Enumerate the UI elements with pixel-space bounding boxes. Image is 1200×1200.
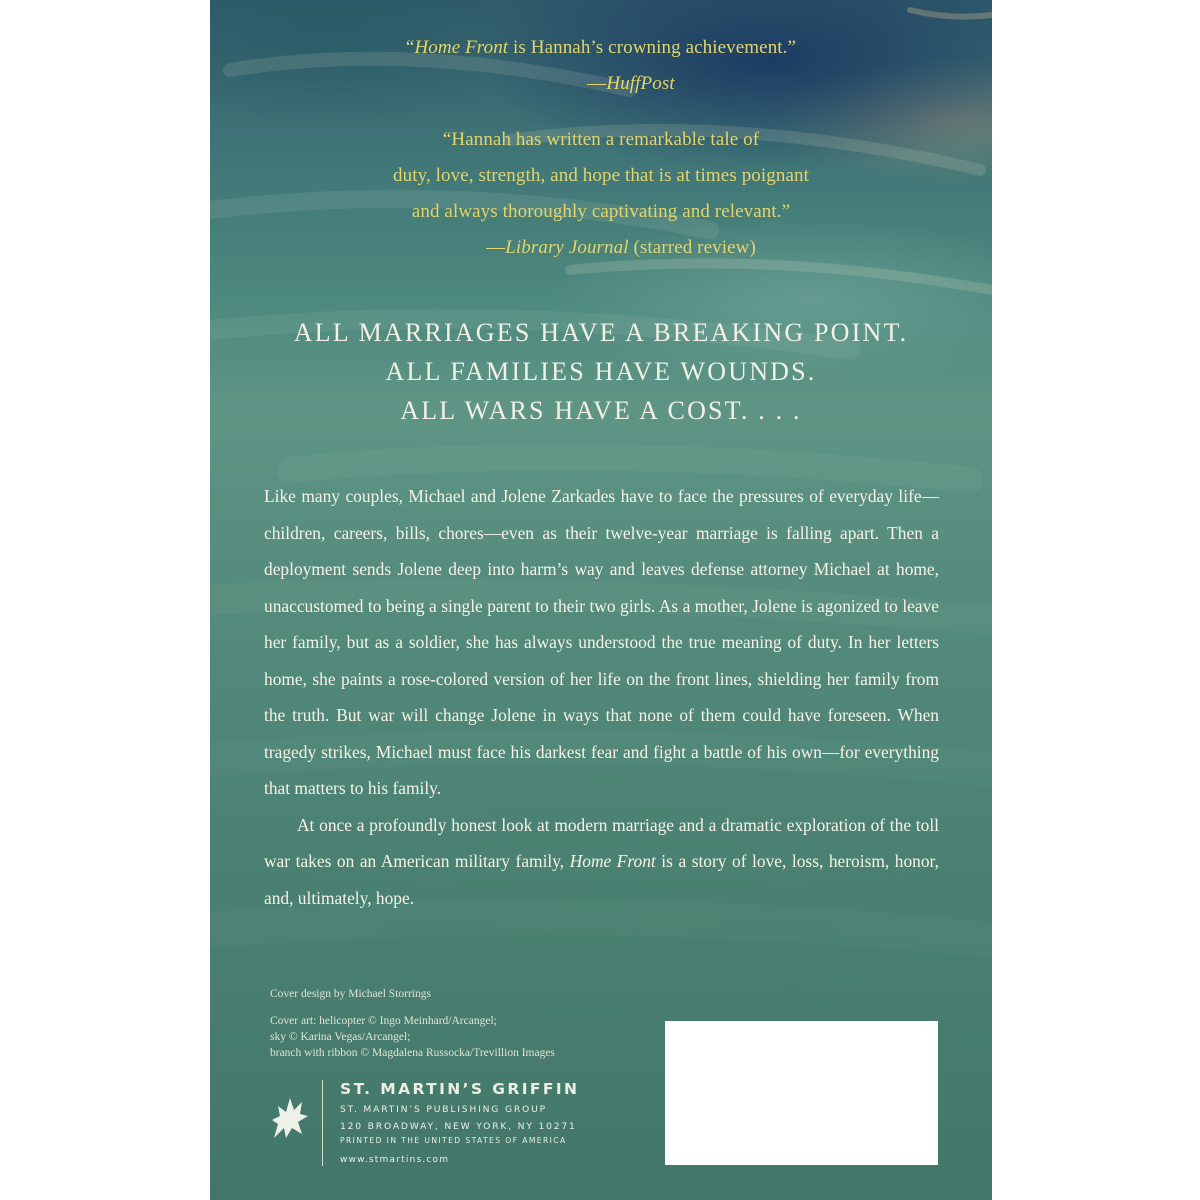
praise-quote-2-line-1: “Hannah has written a remarkable tale of (442, 129, 760, 150)
book-title-reference: Home Front (414, 37, 509, 58)
synopsis-paragraph-2-end: is a story of love, loss, heroism, honor, and, ultimately, hope. (264, 851, 939, 908)
cover-art-credit-line-2: sky © Karina Vegas/Arcangel; (270, 1031, 411, 1043)
tagline-line-2: ALL FAMILIES HAVE WOUNDS. (385, 357, 817, 386)
synopsis (264, 478, 939, 916)
tagline-line-3: ALL WARS HAVE A COST. . . . (400, 396, 802, 425)
praise-quote-2-line-3: and always thoroughly captivating and relevant.” (411, 201, 791, 222)
griffin-logo-icon (268, 1094, 310, 1140)
open-quote: “ (405, 37, 415, 58)
synopsis-paragraph-2-start: At once a profoundly honest look at modern marriage and a dramatic exploration of the toll war takes on an American military family, (264, 814, 939, 871)
praise-quote-1-source-line (210, 66, 992, 102)
praise-quote-1-body: is Hannah’s crowning achievement.” (508, 37, 797, 58)
source-dash: — (587, 73, 607, 94)
barcode-placeholder (665, 1021, 938, 1165)
cover-art-credit-line-3: branch with ribbon © Magdalena Russocka/Trevillion Images (270, 1047, 555, 1059)
praise-quote-2-source-note: (starred review) (628, 237, 756, 258)
printed-in-notice: PRINTED IN THE UNITED STATES OF AMERICA (340, 1136, 567, 1145)
cover-art-credits (270, 1013, 555, 1061)
publisher-name: ST. MARTIN’S GRIFFIN (340, 1080, 580, 1098)
praise-quote-2-line-2: duty, love, strength, and hope that is at times poignant (393, 165, 809, 186)
praise-quote-1 (210, 30, 992, 102)
publisher-website: www.stmartins.com (340, 1155, 450, 1165)
tagline-line-1: ALL MARRIAGES HAVE A BREAKING POINT. (293, 318, 909, 347)
publisher-divider (322, 1080, 323, 1166)
praise-quote-2-source: Library Journal (505, 237, 629, 258)
source-dash: — (486, 237, 506, 258)
praise-quote-1-text (210, 30, 992, 66)
cover-art-credit-line-1: Cover art: helicopter © Ingo Meinhard/Arcangel; (270, 1015, 497, 1027)
praise-quote-2-source-line (210, 230, 992, 266)
synopsis-paragraph-1: Like many couples, Michael and Jolene Zarkades have to face the pressures of everyday life—children, careers, bills, chores—even as their twelve-year marriage is falling apart. Then a deployment sends Jolene deep into harm’s way and leaves defense attorney Michael at home, unaccustomed to being a single parent to their two girls. As a mother, Jolene is agonized to leave her family, but as a soldier, she has always understood the true meaning of duty. In her letters home, she paints a rose-colored version of her life on the front lines, shielding her family from the truth. But war will change Jolene in ways that none of them could have foreseen. When tragedy strikes, Michael must face his darkest fear and fight a battle of his own—for everything that matters to his family. (264, 486, 939, 798)
book-title-reference: Home Front (569, 851, 656, 871)
publisher-address: 120 BROADWAY, NEW YORK, NY 10271 (340, 1121, 577, 1132)
tagline (210, 313, 992, 430)
book-back-cover (210, 0, 992, 1200)
praise-quote-2 (210, 122, 992, 266)
praise-quote-1-source: HuffPost (606, 73, 675, 94)
synopsis-paragraph-2 (264, 807, 939, 917)
cover-design-credit: Cover design by Michael Storrings (270, 988, 431, 1000)
publisher-group: ST. MARTIN’S PUBLISHING GROUP (340, 1104, 547, 1115)
